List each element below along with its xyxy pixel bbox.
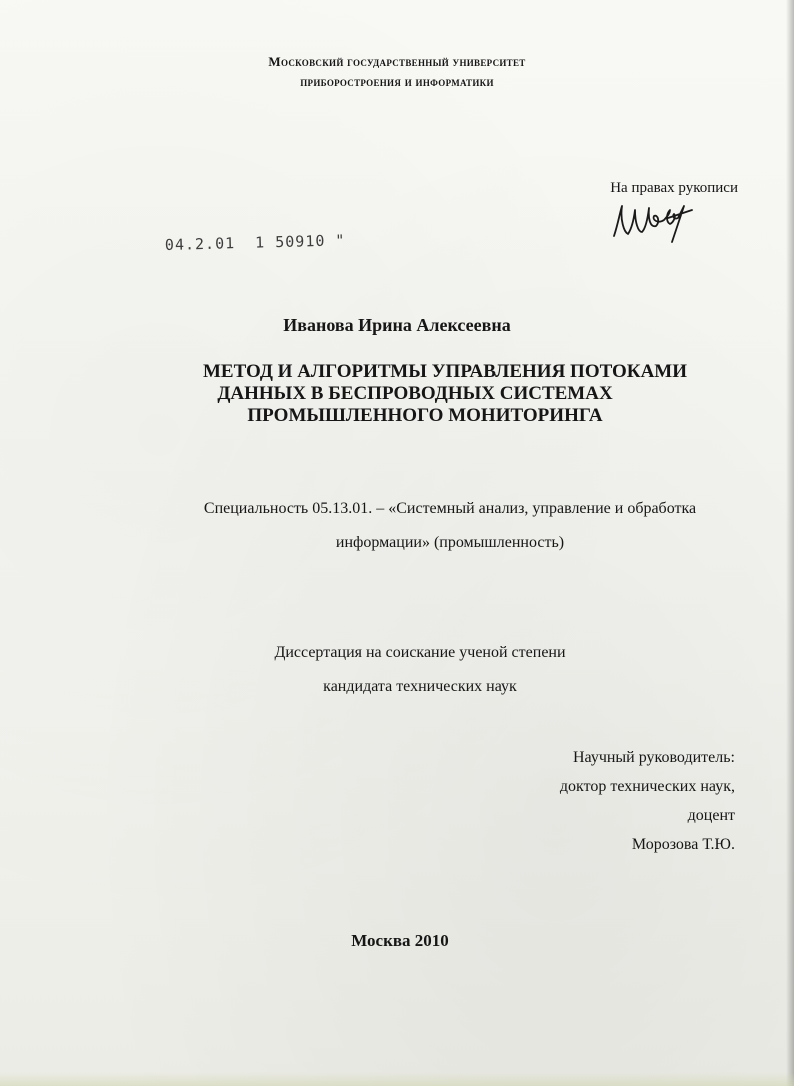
city-year: Москва 2010 — [351, 931, 449, 950]
stamp-number: 1 50910 — [254, 231, 326, 252]
dissertation-title — [100, 361, 770, 427]
handwritten-signature — [608, 198, 696, 246]
title-line1: МЕТОД И АЛГОРИТМЫ УПРАВЛЕНИЯ ПОТОКАМИ — [202, 361, 688, 382]
university-name-line2: приборостроения и информатики — [300, 74, 494, 89]
university-header — [100, 52, 694, 92]
specialty-block — [140, 492, 760, 560]
manuscript-rights-note: На правах рукописи — [610, 180, 738, 196]
advisor-name: Морозова Т.Ю. — [631, 836, 735, 853]
title-line2: ДАННЫХ В БЕСПРОВОДНЫХ СИСТЕМАХ — [217, 383, 613, 404]
stamp-mark: " — [335, 231, 346, 250]
university-name-line1: Московский государственный университет — [268, 54, 526, 69]
degree-line2: кандидата технических наук — [323, 678, 517, 695]
author-name: Иванова Ирина Алексеевна — [283, 315, 511, 335]
specialty-line2: информации» (промышленность) — [335, 534, 565, 551]
degree-line1: Диссертация на соискание ученой степени — [274, 644, 566, 661]
advisor-block — [440, 743, 735, 859]
advisor-rank: доцент — [687, 807, 735, 824]
advisor-degree: доктор технических наук, — [559, 778, 735, 795]
stamp-date: 04.2.01 — [164, 234, 236, 254]
title-line3: ПРОМЫШЛЕННОГО МОНИТОРИНГА — [247, 405, 603, 426]
scan-bottom-edge — [0, 1072, 794, 1086]
registration-stamp — [164, 231, 346, 260]
degree-block — [160, 636, 680, 704]
scan-edge-shadow — [786, 0, 794, 1086]
specialty-line1: Специальность 05.13.01. – «Системный анализ, управление и обработка — [203, 500, 697, 517]
advisor-label: Научный руководитель: — [572, 749, 735, 766]
